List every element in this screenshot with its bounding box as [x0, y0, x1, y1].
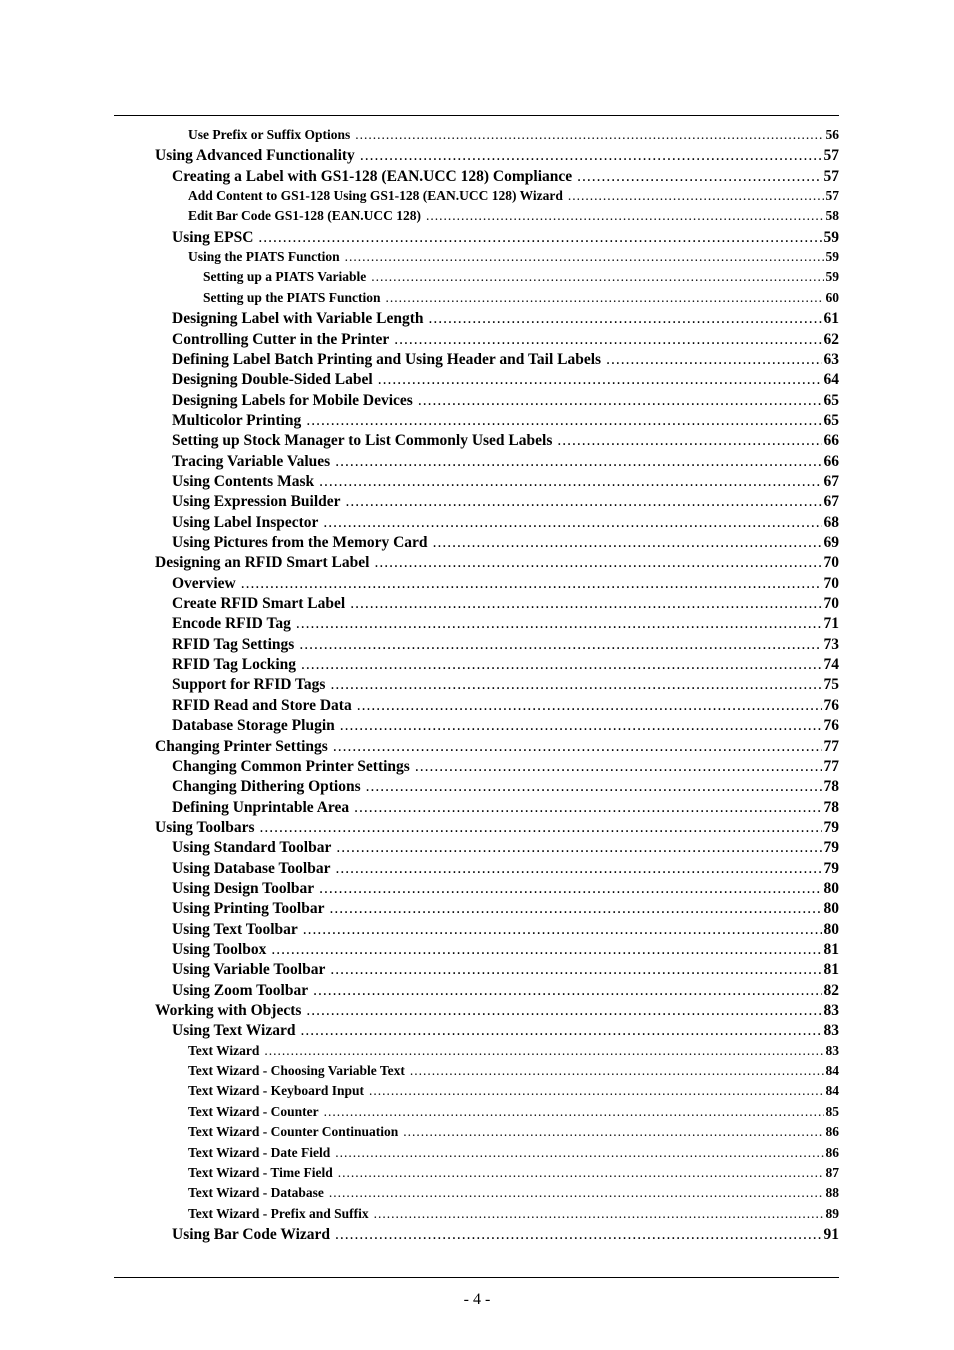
toc-entry-title: Changing Printer Settings: [155, 737, 328, 755]
toc-entry-page: 80: [823, 920, 839, 938]
toc-entry-page: 61: [823, 310, 839, 328]
toc-entry[interactable]: [188, 1206, 839, 1226]
toc-entry-page: 84: [825, 1083, 839, 1099]
toc-leader-dots: [335, 453, 821, 471]
toc-entry[interactable]: [155, 147, 839, 167]
toc-leader-dots: [299, 636, 821, 654]
toc-entry[interactable]: [188, 1104, 839, 1124]
toc-entry-title: Changing Common Printer Settings: [172, 757, 410, 775]
toc-entry-title: Create RFID Smart Label: [172, 595, 346, 613]
toc-leader-dots: [433, 534, 822, 552]
toc-entry[interactable]: [155, 554, 839, 574]
toc-entry-title: Text Wizard - Date Field: [188, 1144, 331, 1160]
toc-entry-title: Text Wizard: [188, 1042, 260, 1058]
toc-entry-title: Using Text Toolbar: [172, 920, 298, 938]
toc-entry-page: 58: [825, 208, 839, 224]
toc-leader-dots: [300, 1022, 821, 1040]
toc-entry-title: Using Variable Toolbar: [172, 961, 326, 979]
toc-entry[interactable]: [188, 1124, 839, 1144]
toc-leader-dots: [338, 1165, 824, 1181]
toc-entry-title: Creating a Label with GS1-128 (EAN.UCC 128) Compliance: [172, 167, 573, 185]
toc-leader-dots: [335, 1226, 821, 1244]
toc-entry[interactable]: [172, 1226, 839, 1246]
toc-leader-dots: [378, 371, 822, 389]
toc-entry[interactable]: [188, 1063, 839, 1083]
toc-entry-title: Using Toolbox: [172, 941, 267, 958]
toc-leader-dots: [323, 514, 821, 532]
toc-leader-dots: [403, 1124, 823, 1140]
toc-leader-dots: [319, 880, 821, 898]
toc-entry[interactable]: [155, 819, 839, 839]
toc-entry-title: Encode RFID Tag: [172, 615, 291, 633]
toc-entry-page: 89: [825, 1205, 839, 1221]
toc-entry-page: 83: [823, 1022, 839, 1040]
toc-entry-page: 76: [823, 696, 839, 714]
toc-leader-dots: [429, 310, 822, 328]
toc-leader-dots: [258, 229, 821, 247]
toc-entry[interactable]: [172, 595, 839, 615]
toc-entry[interactable]: [172, 799, 839, 819]
toc-entry-title: Designing Label with Variable Length: [172, 310, 424, 328]
toc-leader-dots: [568, 188, 824, 204]
toc-entry[interactable]: [172, 921, 839, 941]
toc-entry[interactable]: [172, 493, 839, 513]
toc-entry[interactable]: [188, 249, 839, 269]
toc-entry[interactable]: [188, 1083, 839, 1103]
toc-entry-page: 77: [823, 757, 839, 775]
toc-entry-page: 66: [823, 452, 839, 470]
toc-entry-page: 91: [823, 1225, 839, 1243]
toc-entry[interactable]: [188, 127, 839, 147]
toc-entry-title: Using Zoom Toolbar: [172, 981, 309, 999]
toc-entry-page: 70: [823, 595, 839, 613]
toc-entry-title: Using Bar Code Wizard: [172, 1225, 331, 1243]
toc-entry-title: Using Database Toolbar: [172, 859, 331, 877]
toc-entry[interactable]: [172, 676, 839, 696]
toc-entry[interactable]: [172, 351, 839, 371]
toc-leader-dots: [418, 392, 822, 410]
toc-entry-title: Using Expression Builder: [172, 493, 341, 511]
toc-entry-title: Text Wizard - Prefix and Suffix: [188, 1205, 369, 1221]
toc-entry-page: 81: [823, 961, 839, 979]
toc-leader-dots: [394, 331, 821, 349]
toc-entry-page: 70: [823, 574, 839, 592]
toc-entry-page: 79: [823, 818, 839, 836]
toc-entry-title: Text Wizard - Choosing Variable Text: [188, 1063, 405, 1079]
toc-entry-page: 68: [823, 513, 839, 531]
toc-entry-page: 59: [823, 228, 839, 246]
toc-entry[interactable]: [172, 1022, 839, 1042]
toc-leader-dots: [330, 676, 821, 694]
toc-entry-title: Setting up Stock Manager to List Commonly Used Labels: [172, 432, 553, 450]
toc-leader-dots: [371, 269, 823, 285]
toc-entry[interactable]: [172, 229, 839, 249]
toc-entry-title: Support for RFID Tags: [172, 676, 326, 694]
toc-entry[interactable]: [188, 188, 839, 208]
toc-entry-page: 85: [825, 1103, 839, 1119]
toc-entry-page: 66: [823, 432, 839, 450]
toc-entry-title: Database Storage Plugin: [172, 717, 335, 735]
toc-entry[interactable]: [172, 575, 839, 595]
toc-entry[interactable]: [172, 473, 839, 493]
toc-entry-title: Using Printing Toolbar: [172, 900, 325, 918]
toc-entry[interactable]: [172, 432, 839, 452]
toc-entry[interactable]: [172, 860, 839, 880]
toc-entry-title: Using Pictures from the Memory Card: [172, 534, 428, 551]
toc-entry-title: Using EPSC: [172, 228, 254, 246]
toc-entry-page: 62: [823, 330, 839, 348]
toc-entry-page: 74: [823, 656, 839, 674]
toc-entry-page: 59: [825, 249, 839, 265]
toc-entry-page: 83: [825, 1042, 839, 1058]
toc-entry-page: 57: [823, 147, 839, 165]
toc-entry-title: Edit Bar Code GS1-128 (EAN.UCC 128): [188, 208, 422, 224]
toc-leader-dots: [303, 921, 822, 939]
toc-entry-page: 78: [823, 778, 839, 796]
toc-leader-dots: [296, 615, 822, 633]
toc-entry-page: 80: [823, 900, 839, 918]
toc-leader-dots: [330, 961, 821, 979]
toc-entry[interactable]: [172, 331, 839, 351]
toc-entry-page: 88: [825, 1185, 839, 1201]
toc-entry[interactable]: [172, 839, 839, 859]
toc-entry[interactable]: [172, 392, 839, 412]
toc-entry[interactable]: [155, 1002, 839, 1022]
toc-leader-dots: [329, 1185, 824, 1201]
toc-leader-dots: [340, 717, 822, 735]
toc-entry-title: Text Wizard - Counter: [188, 1103, 319, 1119]
toc-entry-page: 86: [825, 1144, 839, 1160]
toc-entry-page: 65: [823, 411, 839, 429]
toc-leader-dots: [350, 595, 821, 613]
header-rule: [114, 115, 839, 116]
toc-leader-dots: [366, 778, 822, 796]
toc-entry-page: 79: [823, 859, 839, 877]
toc-leader-dots: [346, 493, 822, 511]
toc-leader-dots: [415, 758, 822, 776]
toc-leader-dots: [335, 860, 821, 878]
toc-leader-dots: [360, 147, 822, 165]
toc-entry-page: 82: [823, 981, 839, 999]
toc-entry[interactable]: [172, 880, 839, 900]
toc-entry[interactable]: [172, 412, 839, 432]
toc-leader-dots: [306, 412, 821, 430]
toc-entry[interactable]: [172, 514, 839, 534]
toc-entry-page: 69: [823, 534, 839, 551]
toc-entry-page: 65: [823, 391, 839, 409]
toc-entry-title: Using Label Inspector: [172, 513, 319, 531]
toc-entry[interactable]: [188, 1185, 839, 1205]
toc-leader-dots: [374, 1206, 824, 1222]
toc-leader-dots: [345, 249, 824, 265]
toc-entry[interactable]: [172, 453, 839, 473]
toc-entry[interactable]: [172, 656, 839, 676]
toc-entry-page: 59: [825, 269, 839, 285]
toc-leader-dots: [354, 799, 821, 817]
toc-leader-dots: [336, 839, 821, 857]
toc-entry-page: 57: [825, 188, 839, 204]
toc-entry[interactable]: [172, 371, 839, 391]
toc-entry-title: Defining Unprintable Area: [172, 798, 350, 816]
toc-entry-page: 67: [823, 472, 839, 490]
toc-leader-dots: [324, 1104, 824, 1120]
toc-entry-page: 67: [823, 493, 839, 511]
toc-leader-dots: [241, 575, 822, 593]
toc-entry-title: Setting up a PIATS Variable: [203, 269, 367, 285]
toc-leader-dots: [386, 290, 824, 306]
toc-entry[interactable]: [188, 1043, 839, 1063]
toc-entry-title: Text Wizard - Database: [188, 1185, 324, 1201]
toc-entry-title: Using Toolbars: [155, 818, 255, 836]
toc-entry-title: Text Wizard - Keyboard Input: [188, 1083, 365, 1099]
toc-leader-dots: [369, 1083, 823, 1099]
toc-entry-title: Multicolor Printing: [172, 411, 302, 429]
toc-entry[interactable]: [172, 697, 839, 717]
toc-entry-title: Using the PIATS Function: [188, 249, 340, 265]
toc-entry-title: Controlling Cutter in the Printer: [172, 330, 390, 348]
toc-entry-page: 79: [823, 839, 839, 857]
toc-entry-title: Using Standard Toolbar: [172, 839, 332, 857]
toc-entry[interactable]: [172, 168, 839, 188]
toc-entry[interactable]: [188, 1145, 839, 1165]
toc-entry-title: Overview: [172, 574, 236, 592]
toc-entry-page: 86: [825, 1124, 839, 1140]
toc-entry-page: 78: [823, 798, 839, 816]
toc-leader-dots: [260, 819, 822, 837]
toc-leader-dots: [557, 432, 821, 450]
toc-entry-page: 84: [825, 1063, 839, 1079]
toc-entry-title: Tracing Variable Values: [172, 452, 331, 470]
toc-entry-page: 57: [823, 167, 839, 185]
toc-entry-title: Changing Dithering Options: [172, 778, 361, 796]
toc-entry[interactable]: [172, 982, 839, 1002]
toc-entry[interactable]: [172, 758, 839, 778]
toc-entry[interactable]: [155, 738, 839, 758]
toc-leader-dots: [313, 982, 821, 1000]
toc-entry-page: 77: [823, 737, 839, 755]
toc-leader-dots: [335, 1145, 823, 1161]
toc-leader-dots: [374, 554, 821, 572]
toc-entry-page: 75: [823, 676, 839, 694]
toc-entry-title: Use Prefix or Suffix Options: [188, 127, 351, 142]
toc-entry-page: 56: [825, 127, 839, 142]
toc-entry-title: Defining Label Batch Printing and Using Header and Tail Labels: [172, 350, 602, 368]
toc-entry[interactable]: [203, 269, 839, 289]
toc-leader-dots: [577, 168, 821, 186]
toc-entry[interactable]: [172, 778, 839, 798]
toc-entry-page: 64: [823, 371, 839, 389]
toc-entry-title: Using Advanced Functionality: [155, 147, 355, 165]
toc-entry[interactable]: [172, 961, 839, 981]
toc-entry-page: 76: [823, 717, 839, 735]
toc-leader-dots: [606, 351, 821, 369]
toc-entry-title: Text Wizard - Counter Continuation: [188, 1124, 399, 1140]
toc-entry[interactable]: [188, 208, 839, 228]
toc-entry-title: Using Design Toolbar: [172, 879, 315, 897]
toc-entry[interactable]: [172, 615, 839, 635]
toc-entry-page: 63: [823, 350, 839, 368]
toc-leader-dots: [357, 697, 822, 715]
toc-entry-title: Designing an RFID Smart Label: [155, 554, 370, 572]
toc-entry-page: 83: [823, 1002, 839, 1020]
toc-entry-title: Using Text Wizard: [172, 1022, 296, 1040]
toc-entry-title: Text Wizard - Time Field: [188, 1164, 333, 1180]
toc-entry[interactable]: [172, 636, 839, 656]
toc-leader-dots: [301, 656, 821, 674]
toc-leader-dots: [264, 1043, 823, 1059]
toc-entry[interactable]: [172, 717, 839, 737]
toc-entry-page: 81: [823, 941, 839, 958]
toc-entry-title: Working with Objects: [155, 1002, 302, 1020]
toc-entry[interactable]: [172, 310, 839, 330]
toc-leader-dots: [306, 1002, 821, 1020]
toc-leader-dots: [329, 900, 821, 918]
toc-entry-title: RFID Read and Store Data: [172, 696, 352, 714]
toc-entry-page: 71: [823, 615, 839, 633]
toc-entry-title: Using Contents Mask: [172, 472, 315, 490]
toc-entry-title: Add Content to GS1-128 Using GS1-128 (EAN.UCC 128) Wizard: [188, 188, 563, 204]
toc-entry[interactable]: [172, 900, 839, 920]
toc-leader-dots: [333, 738, 822, 756]
toc-entry-title: Designing Double-Sided Label: [172, 371, 373, 389]
toc-entry-title: RFID Tag Settings: [172, 635, 295, 653]
toc-entry-title: RFID Tag Locking: [172, 656, 297, 674]
toc-leader-dots: [426, 208, 823, 224]
toc-entry-page: 80: [823, 879, 839, 897]
toc-entry-title: Setting up the PIATS Function: [203, 289, 381, 305]
toc-entry[interactable]: [188, 1165, 839, 1185]
toc-leader-dots: [319, 473, 821, 491]
toc-entry-page: 73: [823, 635, 839, 653]
toc-entry[interactable]: [203, 290, 839, 310]
toc-entry-page: 87: [825, 1164, 839, 1180]
toc-leader-dots: [271, 941, 821, 959]
toc-leader-dots: [410, 1063, 824, 1079]
toc-entry-page: 60: [825, 289, 839, 305]
page-number: - 4 -: [463, 1291, 491, 1308]
toc-entry-page: 70: [823, 554, 839, 572]
toc-leader-dots: [355, 127, 823, 143]
footer-rule: [114, 1277, 839, 1278]
toc-entry-title: Designing Labels for Mobile Devices: [172, 391, 413, 409]
toc-entry[interactable]: [172, 941, 839, 961]
toc-entry[interactable]: [172, 534, 839, 554]
